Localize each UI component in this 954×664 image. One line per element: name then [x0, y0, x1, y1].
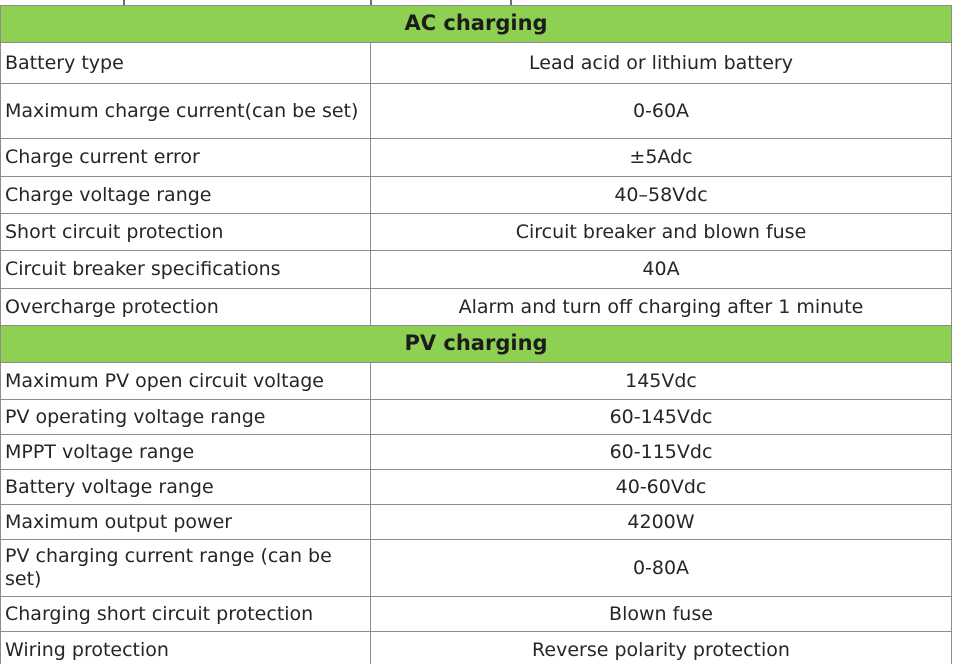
- spec-label: Charge voltage range: [1, 177, 371, 214]
- spec-label: PV charging current range (can be set): [1, 540, 371, 597]
- spec-label: Battery type: [1, 43, 371, 84]
- table-row: [1, 597, 952, 632]
- cropped-cell-divider-tick: [510, 0, 512, 5]
- cropped-cell-divider-tick: [123, 0, 125, 5]
- spec-table: [0, 5, 952, 664]
- spec-value: 145Vdc: [371, 363, 952, 400]
- table-row: [1, 326, 952, 363]
- spec-label: Charge current error: [1, 139, 371, 177]
- spec-label: PV operating voltage range: [1, 400, 371, 435]
- spec-value: 40A: [371, 251, 952, 289]
- spec-value: Reverse polarity protection: [371, 632, 952, 664]
- table-row: [1, 84, 952, 139]
- table-row: [1, 540, 952, 597]
- spec-label: Maximum PV open circuit voltage: [1, 363, 371, 400]
- table-row: [1, 214, 952, 251]
- table-row: [1, 505, 952, 540]
- table-row: [1, 400, 952, 435]
- spec-value: Alarm and turn off charging after 1 minute: [371, 289, 952, 326]
- table-row: [1, 435, 952, 470]
- spec-value: 60-115Vdc: [371, 435, 952, 470]
- table-row: [1, 251, 952, 289]
- spec-label: Charging short circuit protection: [1, 597, 371, 632]
- spec-value: Blown fuse: [371, 597, 952, 632]
- spec-label: MPPT voltage range: [1, 435, 371, 470]
- section-header-pv-charging: PV charging: [1, 326, 952, 363]
- table-row: [1, 289, 952, 326]
- table-row: [1, 139, 952, 177]
- table-row: [1, 43, 952, 84]
- table-row: [1, 363, 952, 400]
- spec-value: Lead acid or lithium battery: [371, 43, 952, 84]
- table-row: [1, 470, 952, 505]
- spec-value: 40-60Vdc: [371, 470, 952, 505]
- table-row: [1, 177, 952, 214]
- spec-value: 40–58Vdc: [371, 177, 952, 214]
- cropped-row-remnant: [0, 0, 952, 5]
- spec-label: Maximum charge current(can be set): [1, 84, 371, 139]
- section-header-ac-charging: AC charging: [1, 6, 952, 43]
- spec-value: 60-145Vdc: [371, 400, 952, 435]
- spec-label: Wiring protection: [1, 632, 371, 664]
- spec-value: 4200W: [371, 505, 952, 540]
- spec-value: Circuit breaker and blown fuse: [371, 214, 952, 251]
- spec-value: ±5Adc: [371, 139, 952, 177]
- spec-label: Circuit breaker specifications: [1, 251, 371, 289]
- cropped-cell-divider-tick: [370, 0, 372, 5]
- spec-label: Short circuit protection: [1, 214, 371, 251]
- spec-value: 0-60A: [371, 84, 952, 139]
- spec-value: 0-80A: [371, 540, 952, 597]
- spec-label: Maximum output power: [1, 505, 371, 540]
- spec-label: Overcharge protection: [1, 289, 371, 326]
- spec-label: Battery voltage range: [1, 470, 371, 505]
- table-row: [1, 632, 952, 664]
- table-row: [1, 6, 952, 43]
